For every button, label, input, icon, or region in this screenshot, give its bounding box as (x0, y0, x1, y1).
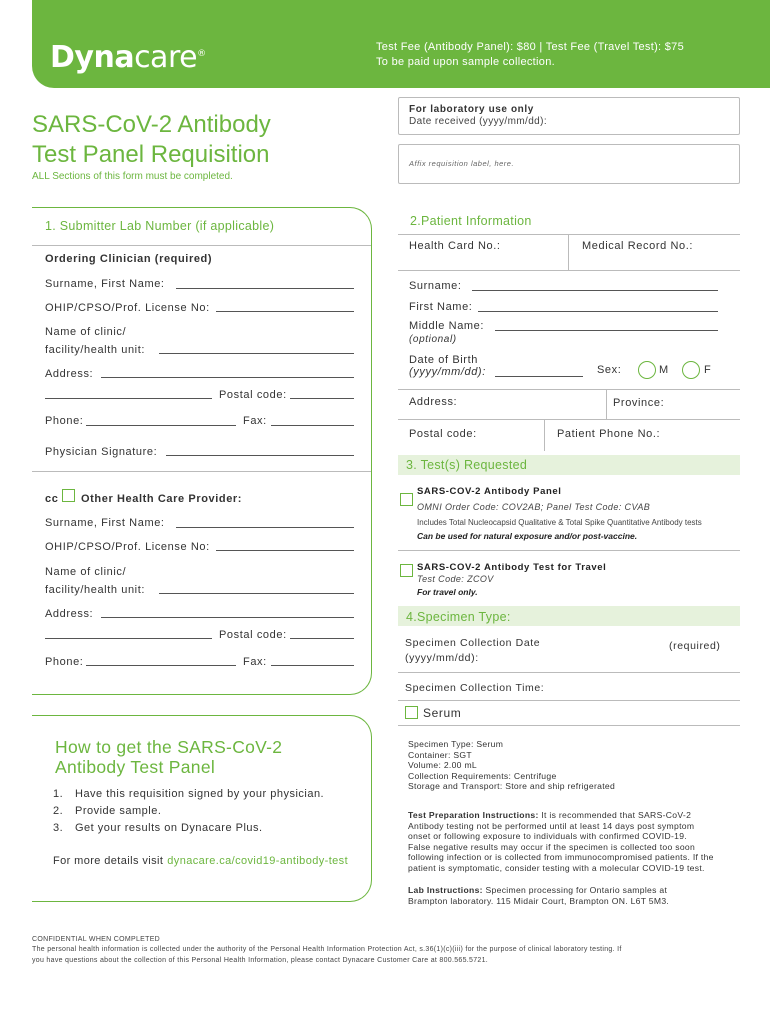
divider (398, 419, 740, 420)
license-label: OHIP/CPSO/Prof. License No: (45, 302, 210, 314)
divider (398, 389, 740, 390)
clinic2-field[interactable] (159, 593, 354, 594)
patient-firstname-field[interactable] (478, 311, 718, 312)
sex-f-radio[interactable] (682, 361, 700, 379)
address-label: Address: (45, 368, 94, 380)
patient-surname-label: Surname: (409, 280, 462, 292)
postal2-label: Postal code: (219, 629, 287, 641)
dob-field[interactable] (495, 376, 583, 377)
patient-middlename-field[interactable] (495, 330, 718, 331)
patient-section-title: 2.Patient Information (410, 214, 532, 228)
fax2-label: Fax: (243, 656, 267, 668)
phone-field[interactable] (86, 425, 236, 426)
license2-label: OHIP/CPSO/Prof. License No: (45, 541, 210, 553)
surname-label: Surname, First Name: (45, 278, 165, 290)
privacy-notice-line2: you have questions about the collection of this Personal Health Information, please contact Dynacare Customer Care at 800.565.5721. (32, 957, 489, 964)
divider (32, 245, 371, 246)
dob-format: (yyyy/mm/dd): (409, 366, 486, 378)
more-details: For more details visit dynacare.ca/covid19-antibody-test (53, 855, 349, 867)
submitter-section-title: 1. Submitter Lab Number (if applicable) (45, 219, 275, 233)
address-field-line2[interactable] (45, 398, 212, 399)
more-details-link[interactable]: dynacare.ca/covid19-antibody-test (167, 855, 349, 867)
confidential-notice: CONFIDENTIAL WHEN COMPLETED (32, 936, 161, 943)
collection-date-required: (required) (669, 640, 721, 652)
divider (398, 700, 740, 701)
sex-m-radio[interactable] (638, 361, 656, 379)
travel-test-code: Test Code: ZCOV (417, 574, 494, 584)
serum-checkbox[interactable] (405, 706, 418, 719)
payment-note: To be paid upon sample collection. (376, 56, 555, 68)
clinic2-label-1: Name of clinic/ (45, 566, 127, 578)
divider (398, 270, 740, 271)
postal2-field[interactable] (290, 638, 354, 639)
signature-label: Physician Signature: (45, 446, 158, 458)
lab-use-heading: For laboratory use only (409, 104, 534, 115)
sex-m-label: M (659, 364, 669, 376)
date-received-label: Date received (yyyy/mm/dd): (409, 116, 548, 127)
divider (398, 725, 740, 726)
fax-field[interactable] (271, 425, 354, 426)
divider (568, 234, 569, 270)
health-card-label: Health Card No.: (409, 240, 501, 252)
surname2-label: Surname, First Name: (45, 517, 165, 529)
how-to-title: How to get the SARS-CoV-2 Antibody Test Panel (55, 737, 283, 777)
signature-field[interactable] (166, 455, 354, 456)
travel-test-note: For travel only. (417, 587, 478, 597)
patient-surname-field[interactable] (472, 290, 718, 291)
surname-field[interactable] (176, 288, 354, 289)
address2-field-line2[interactable] (45, 638, 212, 639)
phone2-label: Phone: (45, 656, 84, 668)
patient-middlename-label: Middle Name: (409, 320, 485, 332)
address-field[interactable] (101, 377, 354, 378)
optional-note: (optional) (409, 334, 457, 345)
patient-firstname-label: First Name: (409, 301, 473, 313)
ordering-clinician-label: Ordering Clinician (required) (45, 253, 213, 265)
divider (606, 389, 607, 419)
divider (398, 672, 740, 673)
dynacare-logo: Dynacare® (50, 40, 206, 75)
page-subtitle: ALL Sections of this form must be completed. (32, 171, 233, 182)
travel-test-checkbox[interactable] (400, 564, 413, 577)
surname2-field[interactable] (176, 527, 354, 528)
sex-f-label: F (704, 364, 712, 376)
privacy-notice-line1: The personal health information is collected under the authority of the Personal Health Information Protection Act, s.36(1)(c)(iii) for the purpose of clinical laboratory testing. If (32, 946, 622, 953)
license-field[interactable] (216, 311, 354, 312)
patient-postal-label: Postal code: (409, 428, 477, 440)
affix-label-box[interactable]: Affix requisition label, here. (398, 144, 740, 184)
cc-label: cc (45, 493, 59, 505)
clinic-field[interactable] (159, 353, 354, 354)
antibody-panel-note: Can be used for natural exposure and/or post-vaccine. (417, 531, 638, 541)
patient-address-label: Address: (409, 396, 458, 408)
lab-use-box[interactable] (398, 97, 740, 135)
how-to-step: 1. Have this requisition signed by your physician. (53, 788, 325, 800)
specimen-section-title: 4.Specimen Type: (406, 610, 511, 624)
tests-section-title: 3. Test(s) Requested (406, 458, 528, 472)
address2-field[interactable] (101, 617, 354, 618)
antibody-panel-includes: Includes Total Nucleocapsid Qualitative & Total Spike Quantitative Antibody tests (417, 518, 702, 527)
clinic2-label-2: facility/health unit: (45, 584, 146, 596)
cc-checkbox[interactable] (62, 489, 75, 502)
antibody-panel-checkbox[interactable] (400, 493, 413, 506)
antibody-panel-codes: OMNI Order Code: COV2AB; Panel Test Code: CVAB (417, 502, 651, 512)
phone-label: Phone: (45, 415, 84, 427)
divider (398, 550, 740, 551)
divider (544, 419, 545, 451)
license2-field[interactable] (216, 550, 354, 551)
mrn-label: Medical Record No.: (582, 240, 694, 252)
serum-label: Serum (423, 706, 462, 720)
dob-label: Date of Birth (409, 354, 478, 366)
phone2-field[interactable] (86, 665, 236, 666)
postal-field[interactable] (290, 398, 354, 399)
test-fee-line: Test Fee (Antibody Panel): $80 | Test Fee (Travel Test): $75 (376, 41, 685, 53)
collection-time-label: Specimen Collection Time: (405, 682, 545, 694)
travel-test-name: SARS-COV-2 Antibody Test for Travel (417, 562, 607, 573)
divider (398, 234, 740, 235)
collection-date-format: (yyyy/mm/dd): (405, 652, 479, 664)
postal-label: Postal code: (219, 389, 287, 401)
how-to-step: 2. Provide sample. (53, 805, 162, 817)
divider (32, 471, 371, 472)
test-prep-instructions: Test Preparation Instructions: It is recommended that SARS-CoV-2 Antibody testing not be performed until at least 14 days post symptom onset or following exposure to individuals with confirmed COVID-19. False negative results may occur if the specimen is collected too soon following infection or is collected from immunocompromised patients. If the patient is symptomatic, consider testing with a molecular COVID-19 test. (408, 810, 714, 873)
address2-label: Address: (45, 608, 94, 620)
patient-phone-label: Patient Phone No.: (557, 428, 661, 440)
province-label: Province: (613, 397, 665, 409)
sex-label: Sex: (597, 364, 622, 376)
lab-instructions: Lab Instructions: Specimen processing for Ontario samples at Brampton laboratory. 115 Midair Court, Brampton ON. L6T 5M3. (408, 885, 670, 906)
fax-label: Fax: (243, 415, 267, 427)
how-to-step: 3. Get your results on Dynacare Plus. (53, 822, 263, 834)
fax2-field[interactable] (271, 665, 354, 666)
clinic-label-2: facility/health unit: (45, 344, 146, 356)
specimen-details: Specimen Type: Serum Container: SGT Volume: 2.00 mL Collection Requirements: Centrifuge Storage and Transport: Store and ship refrigerated (408, 739, 616, 792)
collection-date-label: Specimen Collection Date (405, 637, 541, 649)
page-title: SARS-CoV-2 Antibody Test Panel Requisition (32, 111, 271, 168)
other-provider-label: Other Health Care Provider: (81, 493, 243, 505)
antibody-panel-name: SARS-COV-2 Antibody Panel (417, 486, 562, 497)
clinic-label-1: Name of clinic/ (45, 326, 127, 338)
